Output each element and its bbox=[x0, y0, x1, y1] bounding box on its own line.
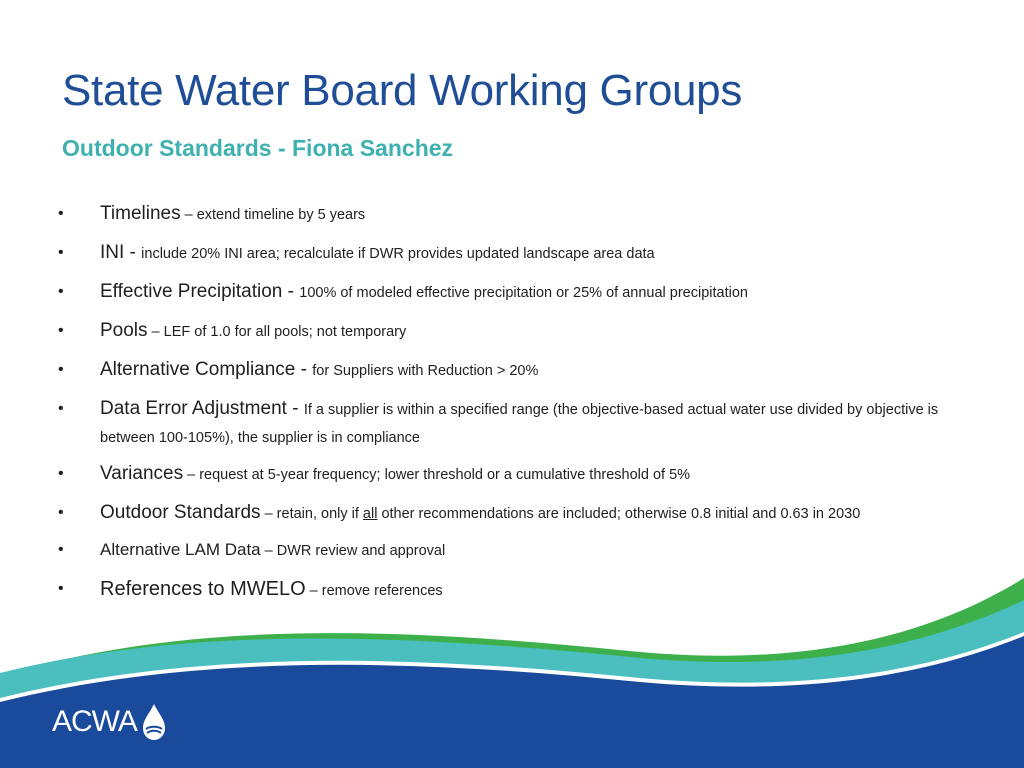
slide-title: State Water Board Working Groups bbox=[62, 66, 743, 115]
logo-text: ACWA bbox=[52, 705, 137, 738]
bullet-item: • INI - include 20% INI area; recalculate if DWR provides updated landscape area data bbox=[58, 239, 958, 268]
bullet-item: • Alternative Compliance - for Suppliers with Reduction > 20% bbox=[58, 356, 958, 385]
bullet-lead: Outdoor Standards bbox=[100, 502, 261, 523]
bullet-glyph: • bbox=[58, 205, 64, 222]
bullet-item: • Outdoor Standards – retain, only if all other recommendations are included; otherwise 0.8 initial and 0.63 in 2030 bbox=[58, 499, 958, 528]
bullet-glyph: • bbox=[58, 244, 64, 261]
bullet-lead: Data Error Adjustment bbox=[100, 398, 287, 419]
acwa-logo bbox=[52, 700, 169, 744]
bullet-detail: 100% of modeled effective precipitation or 25% of annual precipitation bbox=[299, 285, 748, 301]
bullet-glyph: • bbox=[58, 283, 64, 300]
bullet-lead: References to MWELO bbox=[100, 578, 306, 600]
bullet-glyph: • bbox=[58, 580, 64, 597]
bullet-lead: Alternative Compliance bbox=[100, 359, 296, 380]
bullet-item: • Data Error Adjustment - If a supplier is within a specified range (the objective-based actual water use divided by objective is between 100-105%), the supplier is in compliance bbox=[58, 395, 958, 452]
bullet-glyph: • bbox=[58, 465, 64, 482]
bullet-item: • Pools – LEF of 1.0 for all pools; not temporary bbox=[58, 317, 958, 346]
bullet-item: • Timelines – extend timeline by 5 years bbox=[58, 200, 958, 229]
bullet-detail: for Suppliers with Reduction > 20% bbox=[312, 363, 539, 379]
bullet-item: • Alternative LAM Data – DWR review and approval bbox=[58, 536, 958, 565]
bullet-detail: If a supplier is within a specified range (the objective-based actual water use divided by objective is between 100-105%), the supplier is in compliance bbox=[100, 402, 939, 446]
bullet-detail: LEF of 1.0 for all pools; not temporary bbox=[163, 324, 407, 340]
bullet-detail: DWR review and approval bbox=[276, 543, 446, 559]
bullet-lead: Alternative LAM Data bbox=[100, 540, 261, 559]
bullet-lead: Variances bbox=[100, 463, 184, 484]
bullet-glyph: • bbox=[58, 361, 64, 378]
bullet-list bbox=[58, 200, 958, 605]
slide-subtitle: Outdoor Standards - Fiona Sanchez bbox=[62, 135, 454, 161]
bullet-glyph: • bbox=[58, 322, 64, 339]
bullet-lead: INI bbox=[100, 242, 125, 263]
bullet-lead: Pools bbox=[100, 320, 148, 341]
bullet-glyph: • bbox=[58, 541, 64, 558]
bullet-glyph: • bbox=[58, 504, 64, 521]
bullet-glyph: • bbox=[58, 400, 64, 417]
bullet-item: • Variances – request at 5-year frequency; lower threshold or a cumulative threshold of 5% bbox=[58, 460, 958, 489]
bullet-detail: include 20% INI area; recalculate if DWR provides updated landscape area data bbox=[141, 246, 655, 262]
water-drop-icon bbox=[139, 702, 169, 742]
bullet-detail: retain, only if bbox=[276, 506, 363, 522]
bullet-detail: remove references bbox=[321, 583, 443, 599]
bullet-item: • References to MWELO – remove references bbox=[58, 575, 958, 605]
bullet-lead: Effective Precipitation bbox=[100, 281, 283, 302]
bullet-detail: request at 5-year frequency; lower threshold or a cumulative threshold of 5% bbox=[199, 467, 691, 483]
bullet-lead: Timelines bbox=[100, 203, 181, 224]
bullet-item: • Effective Precipitation - 100% of modeled effective precipitation or 25% of annual precipitation bbox=[58, 278, 958, 307]
bullet-detail: extend timeline by 5 years bbox=[196, 207, 366, 223]
bullet-detail-underlined: all bbox=[362, 506, 378, 522]
